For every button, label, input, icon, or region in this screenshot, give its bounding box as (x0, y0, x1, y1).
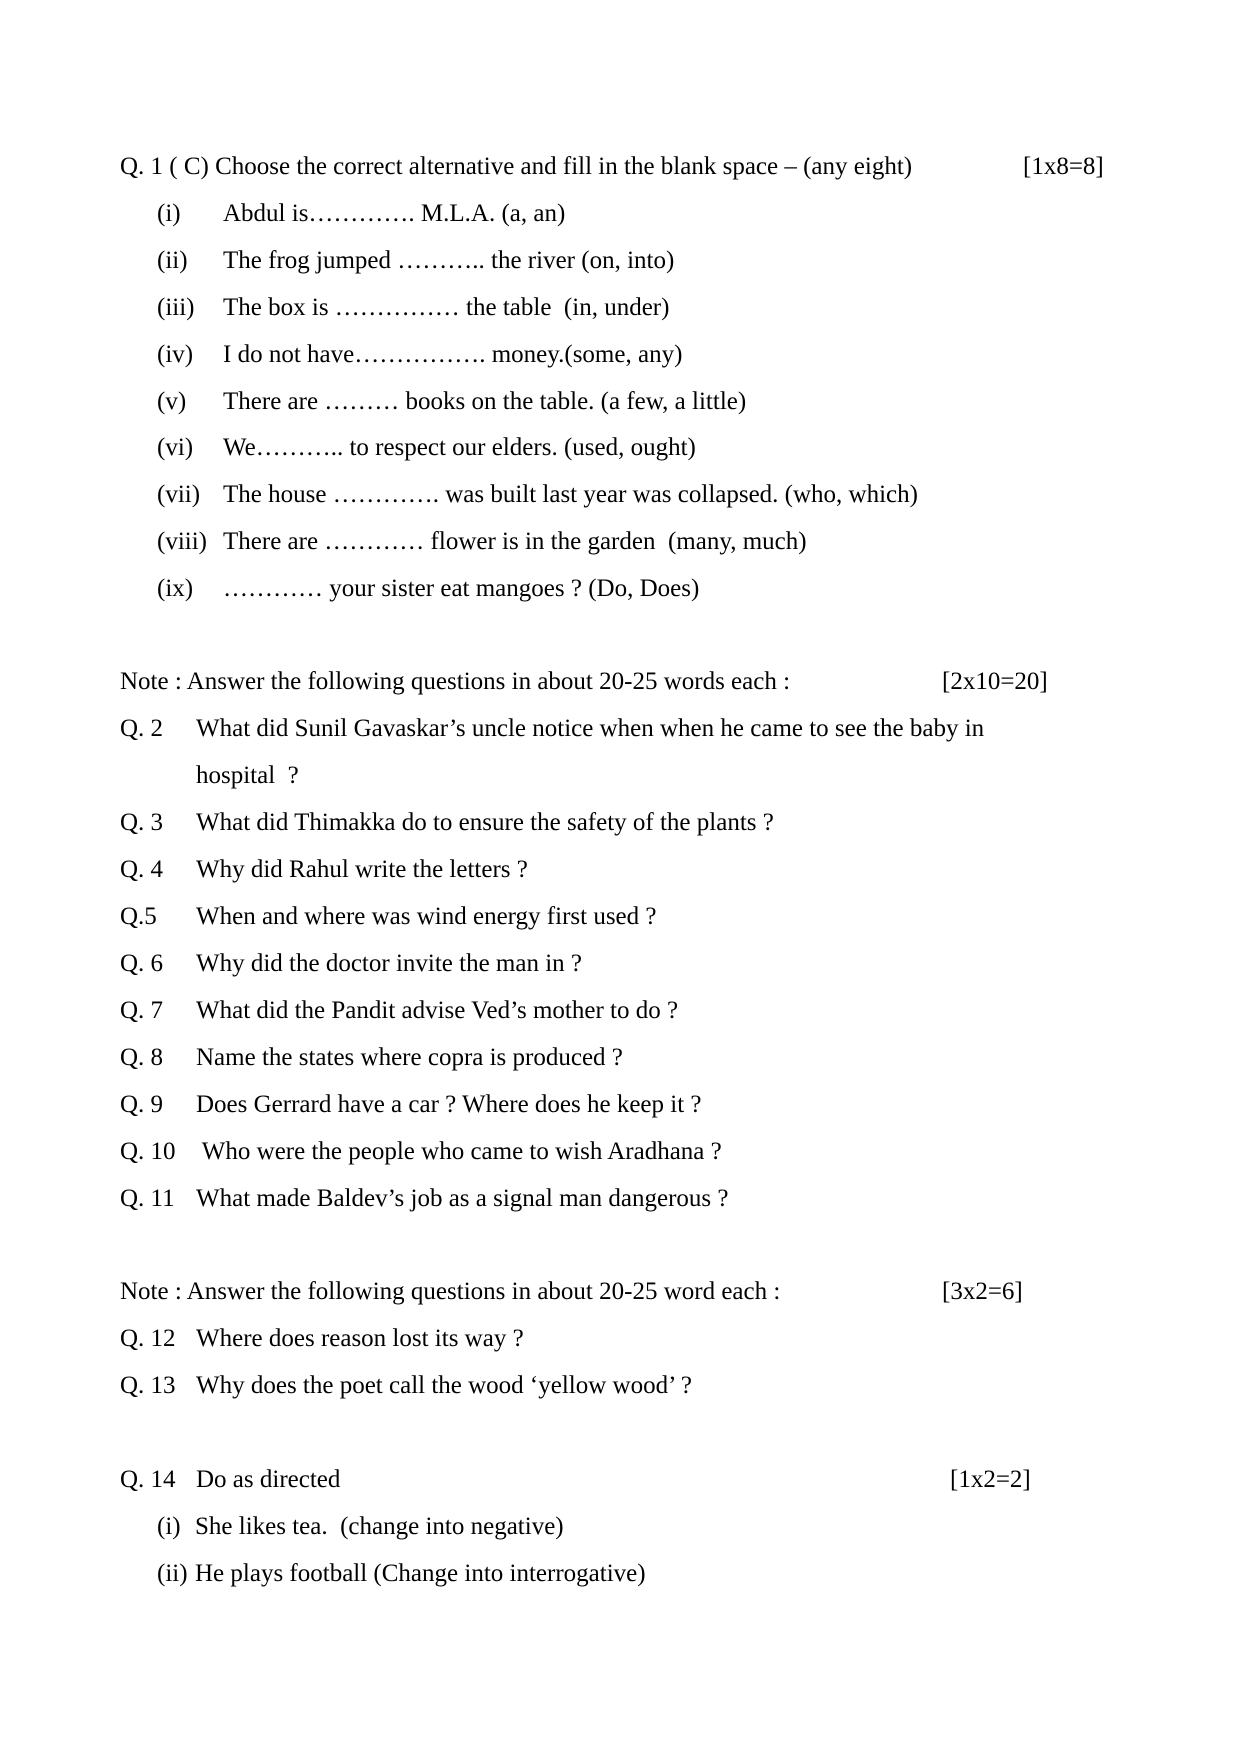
question-number: Q. 14 (120, 1466, 176, 1493)
question-text: Why did the doctor invite the man in ? (196, 950, 583, 977)
item-text: The frog jumped ……….. the river (on, into) (223, 247, 675, 274)
item-number: (i) (157, 200, 181, 227)
question-row (120, 1371, 692, 1401)
question-text: What did Thimakka do to ensure the safety of the plants ? (196, 809, 774, 836)
question-row (120, 1324, 524, 1354)
question-number: Q. 11 (120, 1185, 175, 1212)
item-number: (iv) (157, 341, 194, 368)
list-item (157, 574, 699, 604)
list-item (157, 480, 918, 510)
question-text: Why did Rahul write the letters ? (196, 856, 528, 883)
question-text: What did Sunil Gavaskar’s uncle notice when when he came to see the baby in (196, 715, 985, 742)
question-text: When and where was wind energy first used ? (196, 903, 657, 930)
question-text: What made Baldev’s job as a signal man dangerous ? (196, 1185, 729, 1212)
question-row (120, 902, 657, 932)
note-marks: [2x10=20] (942, 668, 1048, 695)
item-number: (vii) (157, 481, 201, 508)
list-item (157, 1559, 646, 1589)
item-text: She likes tea. (change into negative) (195, 1513, 564, 1540)
item-number: (v) (157, 388, 187, 415)
list-item (157, 387, 746, 417)
item-number: (iii) (157, 294, 195, 321)
question-text: Name the states where copra is produced ? (196, 1044, 623, 1071)
note-marks: [3x2=6] (942, 1278, 1023, 1305)
question-number: Q. 10 (120, 1138, 176, 1165)
item-text: There are ………… flower is in the garden (many, much) (223, 528, 807, 555)
question-text: Who were the people who came to wish Aradhana ? (196, 1138, 722, 1165)
list-item (157, 1512, 564, 1542)
question-row (120, 1090, 702, 1120)
item-text: ………… your sister eat mangoes ? (Do, Does) (223, 575, 700, 602)
item-text: There are ……… books on the table. (a few, a little) (223, 388, 747, 415)
item-text: We……….. to respect our elders. (used, ought) (223, 434, 696, 461)
item-number: (ii) (157, 1560, 188, 1587)
question-text: What did the Pandit advise Ved’s mother to do ? (196, 997, 679, 1024)
question-row (120, 996, 678, 1026)
question-row (120, 1137, 722, 1167)
list-item (157, 340, 682, 370)
question-number: Q. 2 (120, 715, 164, 742)
item-number: (vi) (157, 434, 194, 461)
question-number: Q. 4 (120, 856, 164, 883)
list-item (157, 293, 669, 323)
item-number: (viii) (157, 528, 207, 555)
question-row (120, 1465, 340, 1495)
question-number: Q. 8 (120, 1044, 164, 1071)
question-text: Do as directed (196, 1466, 341, 1493)
q1-marks: [1x8=8] (1023, 153, 1104, 180)
question-number: Q. 7 (120, 997, 164, 1024)
question-row (120, 808, 774, 838)
question-number: Q. 6 (120, 950, 164, 977)
item-text: The box is …………… the table (in, under) (223, 294, 670, 321)
item-number: (ix) (157, 575, 194, 602)
question-row (120, 949, 582, 979)
q1-heading: Q. 1 ( C) Choose the correct alternative and fill in the blank space – (any eight) (120, 153, 913, 180)
item-text: Abdul is…………. M.L.A. (a, an) (223, 200, 566, 227)
item-text: He plays football (Change into interrogative) (195, 1560, 646, 1587)
question-row (120, 714, 984, 744)
item-number: (i) (157, 1513, 181, 1540)
question-number: Q. 3 (120, 809, 164, 836)
question-number: Q.5 (120, 903, 157, 930)
question-row (120, 1184, 728, 1214)
list-item (157, 246, 674, 276)
question-text: Does Gerrard have a car ? Where does he keep it ? (196, 1091, 702, 1118)
q14-marks: [1x2=2] (950, 1466, 1031, 1493)
question-number: Q. 9 (120, 1091, 164, 1118)
question-text: Why does the poet call the wood ‘yellow wood’ ? (196, 1372, 692, 1399)
question-number: Q. 13 (120, 1372, 176, 1399)
item-text: The house …………. was built last year was collapsed. (who, which) (223, 481, 918, 508)
list-item (157, 433, 696, 463)
item-number: (ii) (157, 247, 188, 274)
question-row (120, 1043, 623, 1073)
question-row (120, 855, 528, 885)
list-item (157, 199, 565, 229)
list-item (157, 527, 807, 557)
question-text: Where does reason lost its way ? (196, 1325, 524, 1352)
note-heading: Note : Answer the following questions in about 20-25 words each : (120, 668, 791, 695)
question-number: Q. 12 (120, 1325, 176, 1352)
question-continuation: hospital ? (196, 762, 299, 789)
note-heading: Note : Answer the following questions in about 20-25 word each : (120, 1278, 781, 1305)
item-text: I do not have……………. money.(some, any) (223, 341, 683, 368)
